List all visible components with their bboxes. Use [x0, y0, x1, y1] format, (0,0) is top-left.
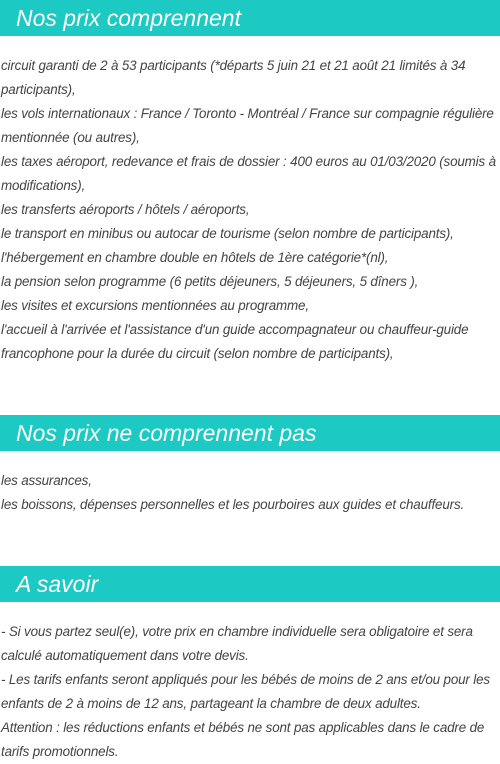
- list-item: - Si vous partez seul(e), votre prix en chambre individuelle sera obligatoire et sera calculé automatiquement dans votre devis.: [1, 624, 473, 663]
- not-included-list: [1, 469, 500, 517]
- list-item: la pension selon programme (6 petits déjeuners, 5 déjeuners, 5 dîners ),: [1, 274, 419, 289]
- included-list: [1, 54, 500, 366]
- list-item: les vols internationaux : France / Toronto - Montréal / France sur compagnie régulière mentionnée (ou autres),: [1, 106, 494, 145]
- list-item: les assurances,: [1, 473, 92, 488]
- section-title-included: Nos prix comprennent: [0, 0, 500, 36]
- section-title-good-to-know: A savoir: [0, 566, 500, 602]
- list-item: les visites et excursions mentionnées au programme,: [1, 298, 309, 313]
- section-title-not-included: Nos prix ne comprennent pas: [0, 415, 500, 451]
- list-item: les boissons, dépenses personnelles et les pourboires aux guides et chauffeurs.: [1, 497, 465, 512]
- list-item: - Les tarifs enfants seront appliqués pour les bébés de moins de 2 ans et/ou pour les enfants de 2 à moins de 12 ans, partageant la chambre de deux adultes.: [1, 672, 490, 711]
- list-item: Attention : les réductions enfants et bébés ne sont pas applicables dans le cadre de tarifs promotionnels.: [1, 720, 485, 759]
- list-item: le transport en minibus ou autocar de tourisme (selon nombre de participants),: [1, 226, 454, 241]
- list-item: l'accueil à l'arrivée et l'assistance d'un guide accompagnateur ou chauffeur-guide francophone pour la durée du circuit (selon nombre de participants),: [1, 322, 469, 361]
- list-item: les taxes aéroport, redevance et frais de dossier : 400 euros au 01/03/2020 (soumis à modifications),: [1, 154, 496, 193]
- good-to-know-list: [1, 620, 500, 764]
- list-item: l'hébergement en chambre double en hôtels de 1ère catégorie*(nl),: [1, 250, 389, 265]
- list-item: circuit garanti de 2 à 53 participants (*départs 5 juin 21 et 21 août 21 limités à 34 participants),: [1, 58, 466, 97]
- list-item: les transferts aéroports / hôtels / aéroports,: [1, 202, 250, 217]
